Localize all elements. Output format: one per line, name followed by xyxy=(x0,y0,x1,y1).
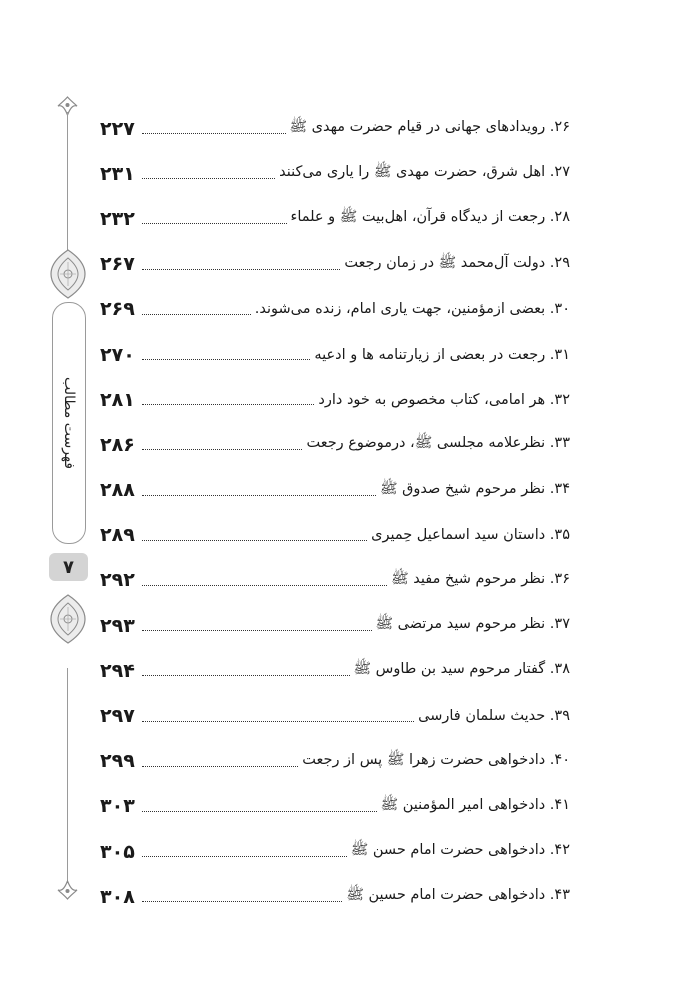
toc-entry xyxy=(100,829,570,874)
toc-entry xyxy=(100,332,570,377)
page-number: ۷ xyxy=(63,556,74,578)
toc-dot-leader xyxy=(142,630,372,631)
toc-dot-leader xyxy=(142,856,347,857)
toc-entry-page: ۲۸۶ xyxy=(100,433,135,456)
toc-entry-page: ۳۰۵ xyxy=(100,840,135,863)
upper-medallion-ornament-icon xyxy=(49,248,87,300)
toc-entry-page: ۳۰۳ xyxy=(100,795,135,818)
toc-entry-page: ۲۳۲ xyxy=(100,207,135,230)
toc-entry-title: ۳۶. نظر مرحوم شیخ مفید ﷺ xyxy=(391,570,570,587)
toc-entry-title: ۲۸. رجعت از دیدگاه قرآن، اهل‌بیت ﷺ و علماء xyxy=(290,209,570,226)
toc-dot-leader xyxy=(142,223,287,224)
toc-dot-leader xyxy=(142,133,286,134)
lower-medallion-ornament-icon xyxy=(49,593,87,645)
toc-entry xyxy=(100,377,570,422)
toc-entry-page: ۲۹۹ xyxy=(100,750,135,773)
toc-dot-leader xyxy=(142,766,298,767)
toc-dot-leader xyxy=(142,585,387,586)
toc-entry xyxy=(100,874,570,919)
toc-dot-leader xyxy=(142,359,310,360)
toc-entry-page: ۳۰۸ xyxy=(100,885,135,908)
toc-entry xyxy=(100,106,570,151)
toc-entry-page: ۲۹۲ xyxy=(100,569,135,592)
toc-entry xyxy=(100,513,570,558)
toc-entry xyxy=(100,242,570,287)
toc-entry xyxy=(100,422,570,467)
toc-dot-leader xyxy=(142,269,340,270)
toc-entry xyxy=(100,151,570,196)
toc-dot-leader xyxy=(142,178,275,179)
toc-entry xyxy=(100,468,570,513)
toc-dot-leader xyxy=(142,449,302,450)
toc-entry-title: ۴۳. دادخواهی حضرت امام حسین ﷺ xyxy=(346,887,570,904)
toc-entry-page: ۲۲۷ xyxy=(100,117,135,140)
toc-dot-leader xyxy=(142,314,251,315)
toc-entry-title: ۳۰. بعضی ازمؤمنین، جهت یاری امام، زنده می‌شوند. xyxy=(254,301,570,318)
section-title: فهرست مطالب xyxy=(61,376,77,470)
bottom-finial-ornament-icon xyxy=(57,880,78,900)
toc-entry xyxy=(100,196,570,241)
toc-entry-page: ۲۸۹ xyxy=(100,524,135,547)
toc-entry-title: ۲۷. اهل شرق، حضرت مهدی ﷺ را یاری می‌کنند xyxy=(279,164,570,181)
toc-dot-leader xyxy=(142,404,314,405)
toc-entry-title: ۲۶. رویدادهای جهانی در قیام حضرت مهدی ﷺ xyxy=(289,119,570,136)
toc-dot-leader xyxy=(142,811,377,812)
toc-dot-leader xyxy=(142,540,367,541)
toc-entry xyxy=(100,287,570,332)
toc-entry xyxy=(100,784,570,829)
side-line-top xyxy=(67,112,68,252)
toc-entry-page: ۲۹۴ xyxy=(100,659,135,682)
toc-list xyxy=(100,106,570,919)
toc-entry-page: ۲۷۰ xyxy=(100,343,135,366)
toc-entry-title: ۴۱. دادخواهی امیر المؤمنین ﷺ xyxy=(380,796,570,813)
toc-entry-title: ۳۳. نظرعلامه مجلسی ﷺ، درموضوع رجعت xyxy=(306,435,570,452)
toc-entry-page: ۲۶۷ xyxy=(100,253,135,276)
toc-entry xyxy=(100,648,570,693)
toc-entry-title: ۳۹. حدیث سلمان فارسی xyxy=(418,708,570,725)
toc-entry-page: ۲۶۹ xyxy=(100,298,135,321)
toc-entry-title: ۴۲. دادخواهی حضرت امام حسن ﷺ xyxy=(350,842,570,859)
section-title-box xyxy=(52,302,86,544)
toc-dot-leader xyxy=(142,675,350,676)
toc-entry-page: ۲۸۱ xyxy=(100,388,135,411)
toc-entry-title: ۲۹. دولت آل‌محمد ﷺ در زمان رجعت xyxy=(344,254,570,271)
toc-dot-leader xyxy=(142,901,342,902)
toc-entry-page: ۲۹۷ xyxy=(100,705,135,728)
toc-entry-page: ۲۸۸ xyxy=(100,479,135,502)
page-number-badge xyxy=(49,553,88,581)
toc-entry-title: ۳۸. گفتار مرحوم سید بن طاوس ﷺ xyxy=(353,661,570,678)
toc-entry-title: ۴۰. دادخواهی حضرت زهرا ﷺ پس از رجعت xyxy=(302,751,570,768)
side-line-bottom xyxy=(67,668,68,883)
toc-entry-page: ۲۹۳ xyxy=(100,614,135,637)
toc-dot-leader xyxy=(142,721,414,722)
toc-entry xyxy=(100,739,570,784)
toc-dot-leader xyxy=(142,495,376,496)
toc-entry-title: ۳۱. رجعت در بعضی از زیارتنامه ها و ادعیه xyxy=(314,346,570,363)
toc-entry xyxy=(100,693,570,738)
toc-entry-page: ۲۳۱ xyxy=(100,162,135,185)
toc-entry-title: ۳۵. داستان سید اسماعیل حِمیری xyxy=(371,527,570,544)
toc-entry-title: ۳۲. هر امامی، کتاب مخصوص به خود دارد xyxy=(318,391,570,408)
toc-entry-title: ۳۷. نظر مرحوم سید مرتضی ﷺ xyxy=(375,616,570,633)
toc-entry xyxy=(100,603,570,648)
toc-entry xyxy=(100,558,570,603)
toc-entry-title: ۳۴. نظر مرحوم شیخ صدوق ﷺ xyxy=(380,480,570,497)
